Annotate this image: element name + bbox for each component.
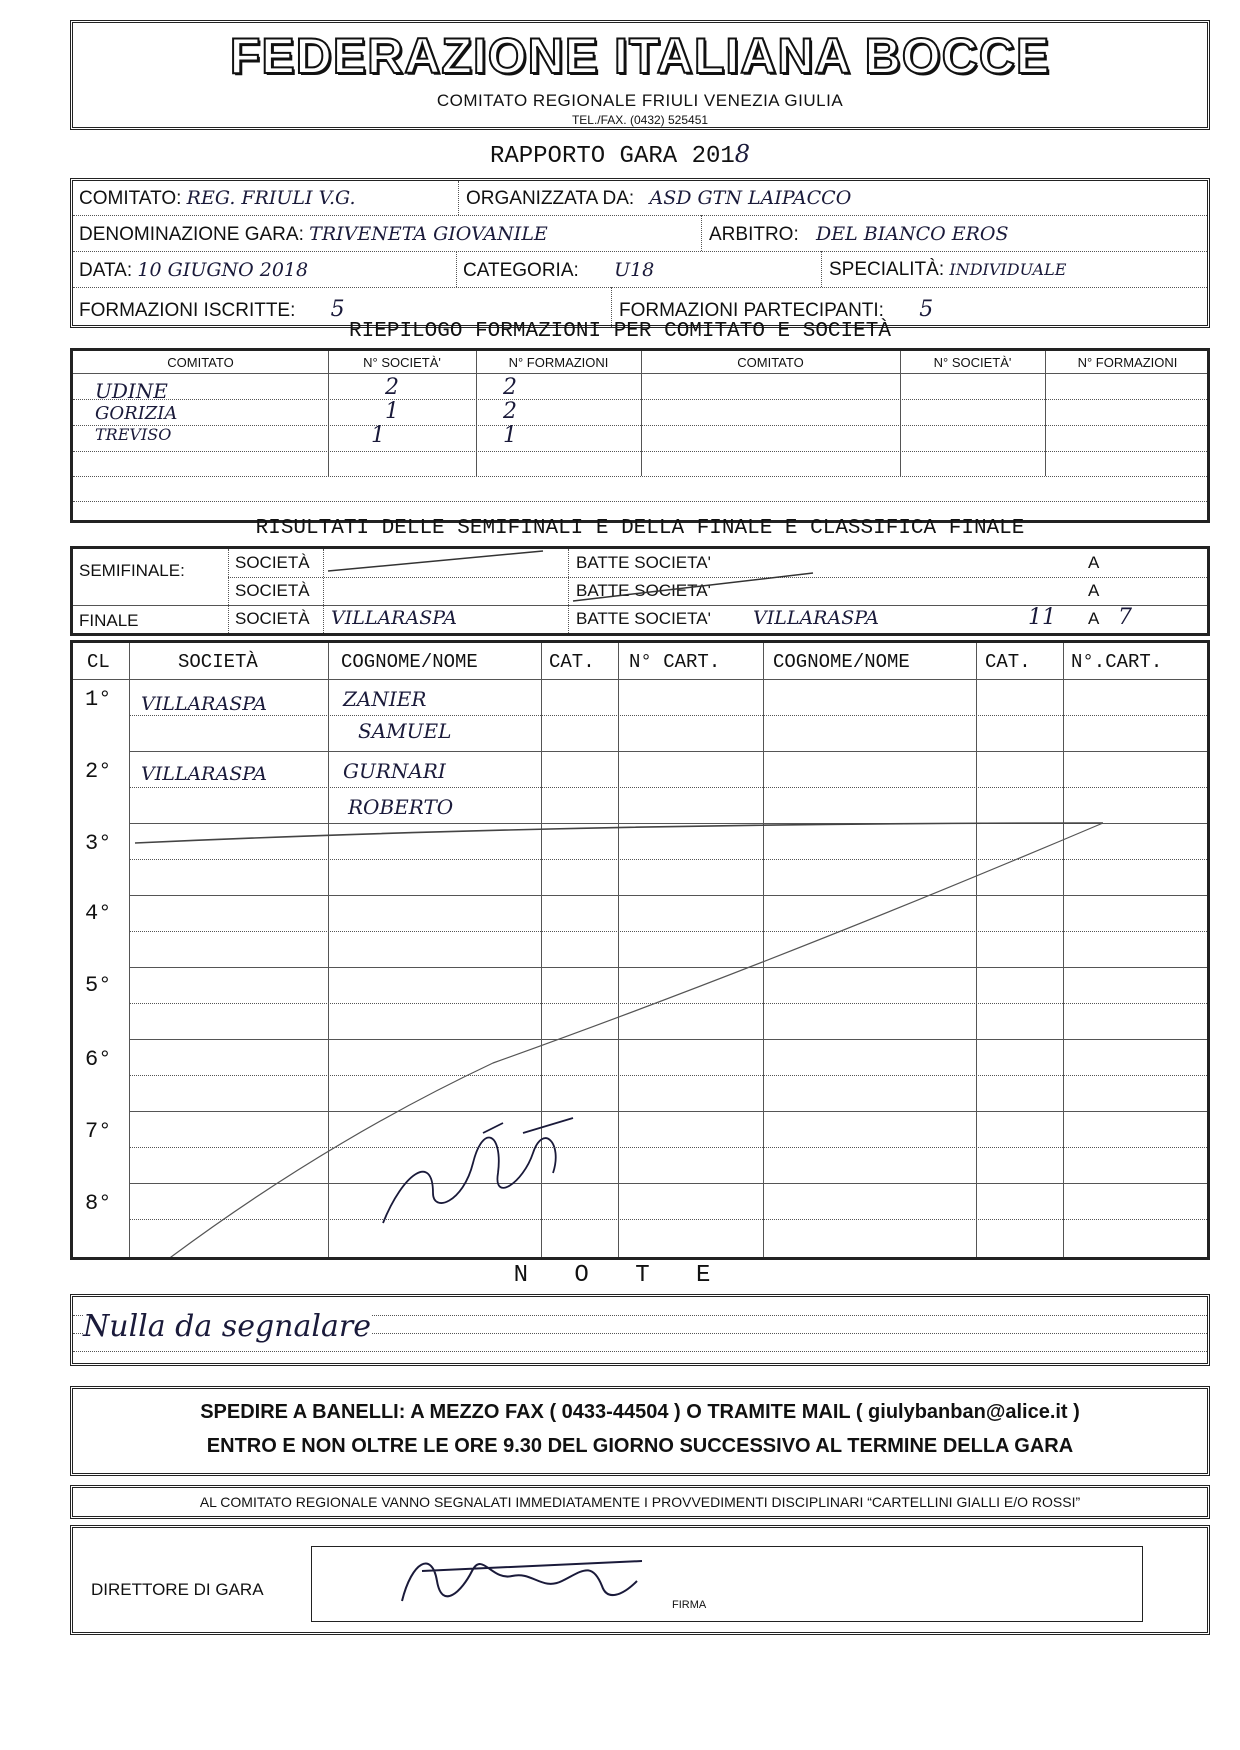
batte-label: BATTE SOCIETA' [576, 553, 711, 572]
summary-title: RIEPILOGO FORMAZIONI PER COMITATO E SOCIETÀ [349, 320, 891, 343]
summary-row-formazioni: 2 [503, 375, 517, 400]
arbitro-field: ARBITRO: DEL BIANCO EROS [709, 223, 1009, 245]
place-label: 1° [85, 687, 112, 712]
batte-label: BATTE SOCIETA' [576, 581, 711, 600]
ranking-table [70, 640, 1210, 1260]
rank-col-societa: SOCIETÀ [178, 651, 258, 673]
finale-societa: VILLARASPA [331, 607, 457, 629]
place-label: 5° [85, 973, 112, 998]
comitato-field: COMITATO: REG. FRIULI V.G. [79, 187, 356, 209]
categoria-field: CATEGORIA: U18 [463, 259, 655, 281]
comitato-value: REG. FRIULI V.G. [186, 187, 356, 209]
place-label: 3° [85, 831, 112, 856]
disciplinary-notice [70, 1485, 1210, 1519]
col-societa-2: N° SOCIETÀ' [933, 355, 1012, 370]
notes-text: Nulla da segnalare [83, 1309, 371, 1344]
notes-title: N O T E [513, 1262, 727, 1289]
report-year-digit: 8 [734, 140, 751, 168]
denominazione-field: DENOMINAZIONE GARA: TRIVENETA GIOVANILE [79, 223, 548, 245]
place-label: 6° [85, 1047, 112, 1072]
organizzata-field: ORGANIZZATA DA: ASD GTN LAIPACCO [466, 187, 852, 209]
strike-lines [323, 549, 853, 605]
summary-table [70, 348, 1210, 523]
summary-row-formazioni: 1 [503, 423, 517, 448]
header-box [70, 20, 1210, 130]
send-line-1: SPEDIRE A BANELLI: A MEZZO FAX ( 0433-44504 ) O TRAMITE MAIL ( giulybanban@alice.it ) [200, 1401, 1080, 1423]
specialita-value: INDIVIDUALE [949, 260, 1067, 279]
finale-label: FINALE [79, 611, 139, 630]
results-table [70, 546, 1210, 636]
summary-row-comitato: UDINE [95, 379, 168, 403]
societa-label: SOCIETÀ [235, 553, 310, 572]
rank-col-cognome: COGNOME/NOME [341, 651, 478, 673]
summary-row-societa: 2 [385, 375, 399, 400]
col-societa: N° SOCIETÀ' [363, 355, 441, 370]
place-label: 2° [85, 759, 112, 784]
partecipanti-field: FORMAZIONI PARTECIPANTI: 5 [619, 297, 934, 322]
a-label: A [1088, 581, 1100, 600]
iscritte-field: FORMAZIONI ISCRITTE: 5 [79, 297, 345, 322]
rank-2-cognome: GURNARI [343, 759, 446, 783]
ranking-strikethrough [73, 643, 1207, 1257]
rank-2-nome: ROBERTO [348, 795, 454, 819]
col-formazioni: N° FORMAZIONI [508, 355, 609, 370]
rank-col-cl: CL [87, 651, 110, 673]
rank-col-ncart: N° CART. [629, 651, 721, 673]
signature-field [311, 1546, 1143, 1622]
a-label: A [1088, 609, 1100, 628]
rank-2-societa: VILLARASPA [141, 763, 267, 785]
place-label: 4° [85, 901, 112, 926]
phone-line: TEL./FAX. (0432) 525451 [571, 113, 709, 127]
federation-title: FEDERAZIONE ITALIANA BOCCE [229, 28, 1051, 84]
director-signature [392, 1541, 652, 1621]
batte-label: BATTE SOCIETA' [576, 609, 711, 628]
finale-score-1: 11 [1028, 605, 1056, 630]
disciplinary-text: AL COMITATO REGIONALE VANNO SEGNALATI IMMEDIATAMENTE I PROVVEDIMENTI DISCIPLINARI “CARTELLINI GIALLI E/O ROSSI” [199, 1494, 1081, 1510]
results-title: RISULTATI DELLE SEMIFINALI E DELLA FINALE E CLASSIFICA FINALE [255, 517, 1025, 540]
specialita-field: SPECIALITÀ: INDIVIDUALE [829, 259, 1067, 280]
organizzata-value: ASD GTN LAIPACCO [649, 187, 852, 209]
notes-box [70, 1294, 1210, 1366]
col-comitato: COMITATO [167, 355, 234, 370]
rank-1-cognome: ZANIER [343, 687, 427, 711]
rank-col-cat: CAT. [549, 651, 595, 673]
data-value: 10 GIUGNO 2018 [137, 259, 309, 281]
director-label: DIRETTORE DI GARA [91, 1580, 264, 1599]
finale-score-2: 7 [1118, 605, 1132, 630]
iscritte-value: 5 [330, 297, 345, 322]
place-label: 7° [85, 1119, 112, 1144]
summary-row-formazioni: 2 [503, 399, 517, 424]
send-instructions [70, 1386, 1210, 1476]
summary-row-comitato: GORIZIA [95, 403, 178, 424]
rank-col-cat-2: CAT. [985, 651, 1031, 673]
categoria-value: U18 [614, 259, 655, 281]
data-field: DATA: 10 GIUGNO 2018 [79, 259, 309, 281]
summary-row-comitato: TREVISO [95, 425, 172, 444]
a-label: A [1088, 553, 1100, 572]
rank-col-ncart-2: N°.CART. [1071, 651, 1163, 673]
committee-name: COMITATO REGIONALE FRIULI VENEZIA GIULIA [436, 91, 844, 110]
rank-col-cognome-2: COGNOME/NOME [773, 651, 910, 673]
place-label: 8° [85, 1191, 112, 1216]
rank-1-societa: VILLARASPA [141, 693, 267, 715]
societa-label: SOCIETÀ [235, 581, 310, 600]
summary-row-societa: 1 [371, 423, 385, 448]
director-box [70, 1525, 1210, 1635]
societa-label: SOCIETÀ [235, 609, 310, 628]
semifinale-label: SEMIFINALE: [79, 561, 185, 580]
firma-label: FIRMA [672, 1599, 707, 1611]
col-formazioni-2: N° FORMAZIONI [1077, 355, 1178, 370]
finale-batte: VILLARASPA [753, 607, 879, 629]
send-line-2: ENTRO E NON OLTRE LE ORE 9.30 DEL GIORNO SUCCESSIVO AL TERMINE DELLA GARA [206, 1435, 1074, 1457]
arbitro-value: DEL BIANCO EROS [816, 223, 1009, 245]
report-title: RAPPORTO GARA 2018 [489, 140, 751, 170]
partecipanti-value: 5 [919, 297, 934, 322]
competition-info [70, 178, 1210, 328]
summary-row-societa: 1 [385, 399, 399, 424]
rank-1-nome: SAMUEL [358, 719, 452, 743]
signature-scribble [373, 1113, 613, 1233]
col-comitato-2: COMITATO [737, 355, 804, 370]
denominazione-value: TRIVENETA GIOVANILE [309, 223, 548, 245]
